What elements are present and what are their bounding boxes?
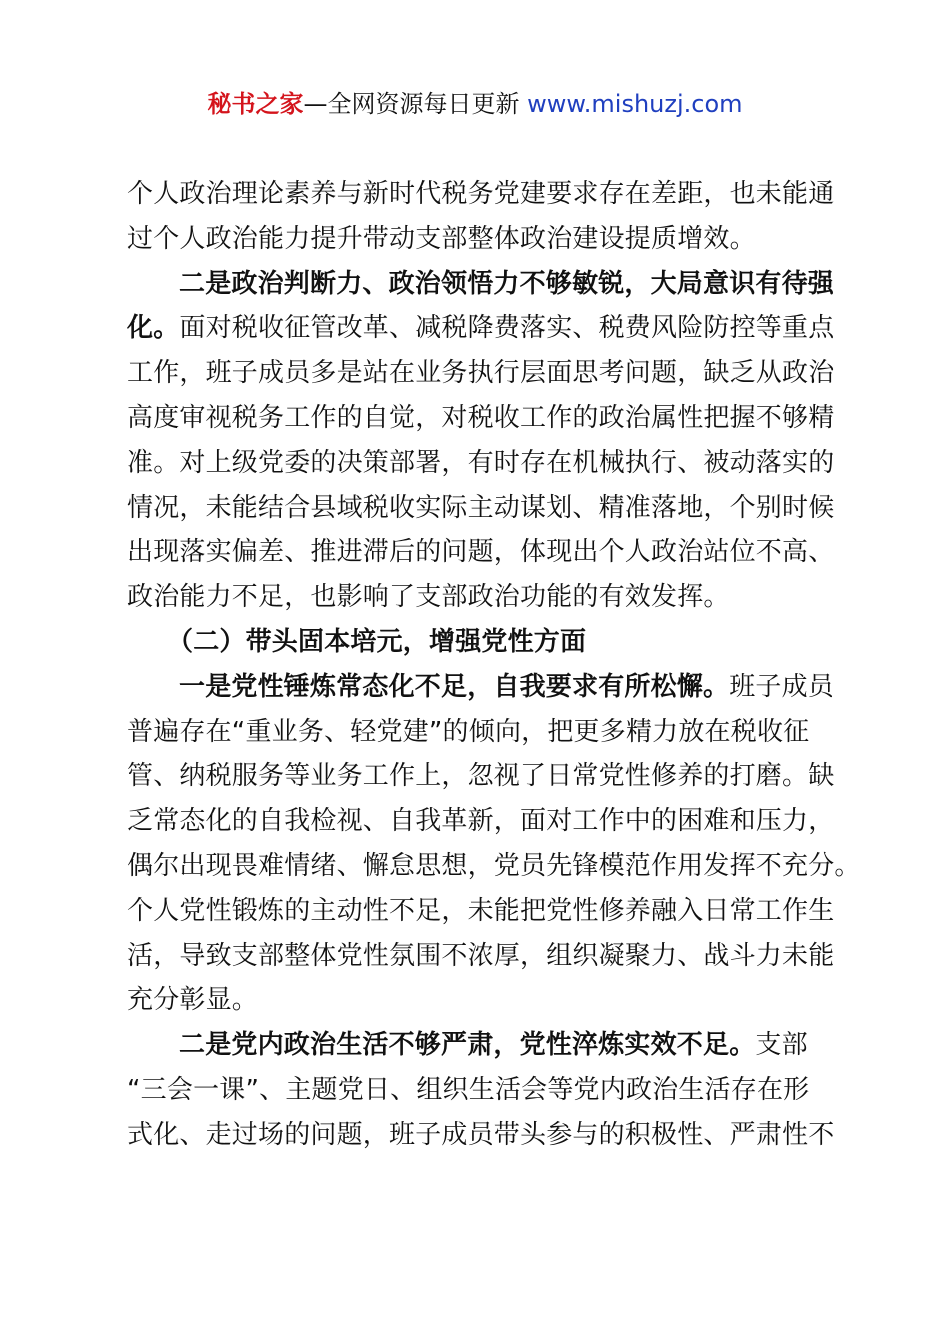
text-line: 情况，未能结合县域税收实际主动谋划、精准落地，个别时候 xyxy=(127,492,835,523)
text-line: 过个人政治能力提升带动支部整体政治建设提质增效。 xyxy=(127,223,756,254)
text-line: 政治能力不足，也影响了支部政治功能的有效发挥。 xyxy=(127,582,730,613)
text-line: 普遍存在“重业务、轻党建”的倾向，把更多精力放在税收征 xyxy=(127,716,810,747)
text-line: 个人政治理论素养与新时代税务党建要求存在差距，也未能通 xyxy=(127,179,835,209)
text-line-lead xyxy=(127,262,833,307)
text-line: 出现落实偏差、推进滞后的问题，体现出个人政治站位不高、 xyxy=(127,537,835,568)
text-line: 工作，班子成员多是站在业务执行层面思考问题，缺乏从政治 xyxy=(127,358,835,389)
bold-lead-cont: 化。 xyxy=(127,313,180,344)
paragraph-party-spirit xyxy=(127,665,861,1023)
text-rest: 班子成员 xyxy=(729,671,835,702)
site-header xyxy=(0,86,950,122)
text-line: 式化、走过场的问题，班子成员带头参与的积极性、严肃性不 xyxy=(127,1119,835,1150)
text-line: “三会一课”、主题党日、组织生活会等党内政治生活存在形 xyxy=(127,1074,810,1105)
text-line: 偶尔出现畏难情绪、懈怠思想，党员先锋模范作用发挥不充分。 xyxy=(127,850,861,881)
section-heading-text: （二）带头固本培元，增强党性方面 xyxy=(167,626,587,657)
text-rest: 支部 xyxy=(755,1030,808,1061)
text-line-lead xyxy=(127,665,833,710)
paragraph-political-life xyxy=(127,1023,833,1157)
text-rest: 面对税收征管改革、减税降费落实、税费风险防控等重点 xyxy=(179,313,835,344)
text-line xyxy=(127,306,833,351)
text-line-lead xyxy=(127,1023,833,1068)
site-url-link[interactable]: www.mishuzj.com xyxy=(527,90,743,118)
document-body xyxy=(127,172,861,1158)
text-line: 高度审视税务工作的自觉，对税收工作的政治属性把握不够精 xyxy=(127,402,835,433)
bold-lead: 二是党内政治生活不够严肃，党性淬炼实效不足。 xyxy=(179,1030,756,1061)
text-line: 准。对上级党委的决策部署，有时存在机械执行、被动落实的 xyxy=(127,447,835,478)
section-heading xyxy=(127,620,833,665)
site-brand: 秘书之家 xyxy=(207,90,304,118)
bold-lead: 二是政治判断力、政治领悟力不够敏锐，大局意识有待强 xyxy=(179,268,835,299)
bold-lead: 一是党性锤炼常态化不足，自我要求有所松懈。 xyxy=(179,671,730,702)
paragraph-continued xyxy=(127,172,833,262)
text-line: 活，导致支部整体党性氛围不浓厚，组织凝聚力、战斗力未能 xyxy=(127,940,835,971)
text-line: 乏常态化的自我检视、自我革新，面对工作中的困难和压力， xyxy=(127,806,835,837)
text-line: 个人党性锻炼的主动性不足，未能把党性修养融入日常工作生 xyxy=(127,895,835,926)
text-line: 充分彰显。 xyxy=(127,985,259,1016)
site-tagline: —全网资源每日更新 xyxy=(303,90,528,118)
paragraph-political-judgment xyxy=(127,262,833,620)
text-line: 管、纳税服务等业务工作上，忽视了日常党性修养的打磨。缺 xyxy=(127,761,835,792)
